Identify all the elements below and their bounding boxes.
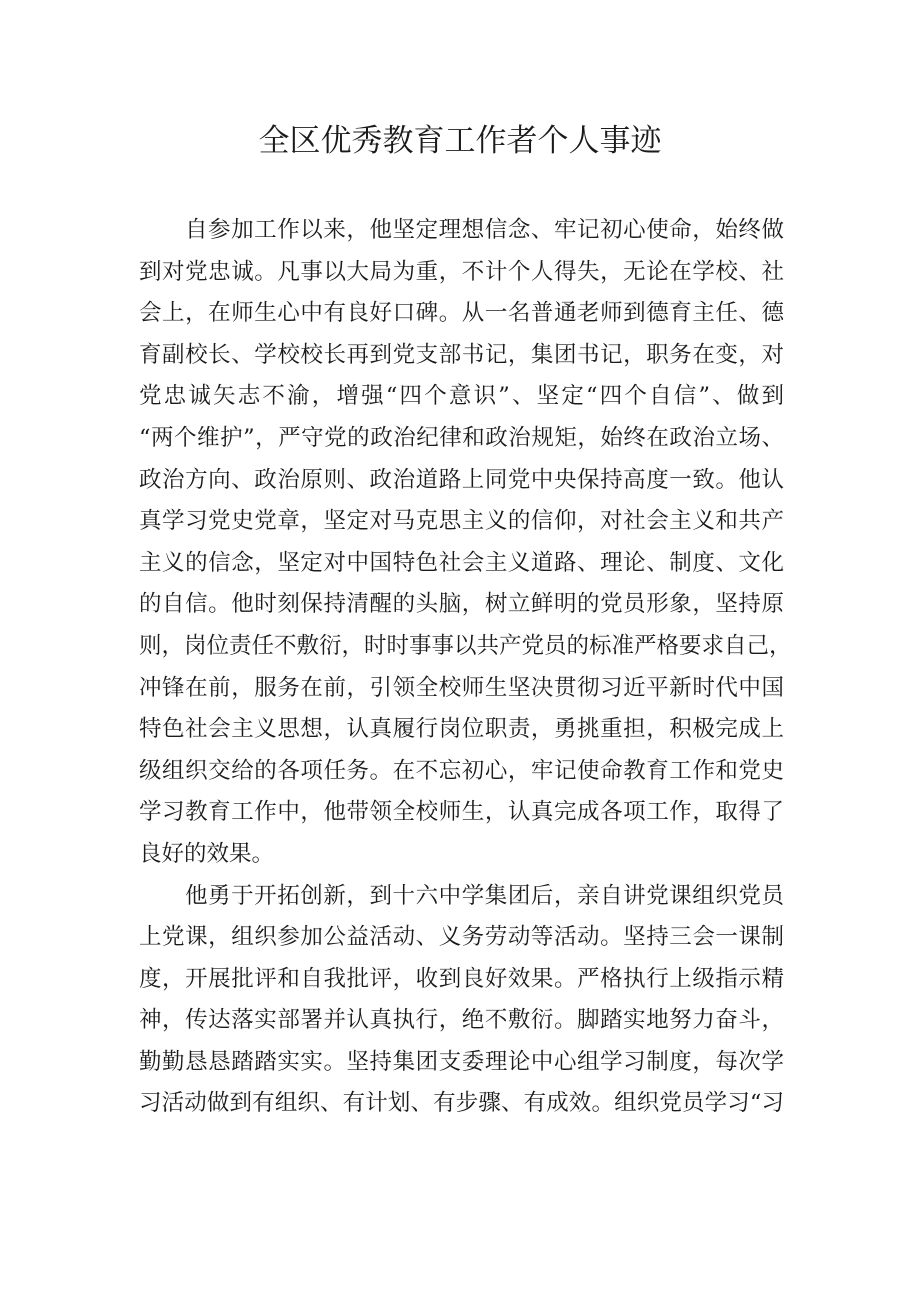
paragraph-line: 会上，在师生心中有良好口碑。从一名普通老师到德育主任、德 <box>139 300 784 327</box>
paragraph-line: 真学习党史党章，坚定对马克思主义的信仰，对社会主义和共产 <box>139 508 784 535</box>
paragraph-line: 冲锋在前，服务在前，引领全校师生坚决贯彻习近平新时代中国 <box>139 674 784 701</box>
paragraph-line: 良好的效果。 <box>139 840 275 867</box>
paragraph-line: 到对党忠诚。凡事以大局为重，不计个人得失，无论在学校、社 <box>139 258 784 285</box>
paragraph-line: “两个维护”，严守党的政治纪律和政治规矩，始终在政治立场、 <box>139 424 784 451</box>
paragraph-line: 主义的信念，坚定对中国特色社会主义道路、理论、制度、文化 <box>139 549 784 576</box>
paragraph-line: 自参加工作以来，他坚定理想信念、牢记初心使命，始终做 <box>185 217 784 243</box>
paragraph-line: 党忠诚矢志不渝，增强“四个意识”、坚定“四个自信”、做到 <box>139 383 784 410</box>
paragraph <box>139 876 784 1126</box>
paragraph-line: 勤勤恳恳踏踏实实。坚持集团支委理论中心组学习制度，每次学 <box>139 1048 784 1075</box>
paragraph-line: 上党课，组织参加公益活动、义务劳动等活动。坚持三会一课制 <box>139 924 784 951</box>
paragraph-line: 级组织交给的各项任务。在不忘初心，牢记使命教育工作和党史 <box>139 757 784 784</box>
paragraph-line: 他勇于开拓创新，到十六中学集团后，亲自讲党课组织党员 <box>185 882 784 909</box>
paragraph-line: 则，岗位责任不敷衍，时时事事以共产党员的标准严格要求自己， <box>139 632 792 659</box>
paragraph <box>139 210 792 876</box>
paragraph-line: 学习教育工作中，他带领全校师生，认真完成各项工作，取得了 <box>139 799 784 826</box>
paragraph-line: 特色社会主义思想，认真履行岗位职责，勇挑重担，积极完成上 <box>139 716 784 743</box>
document-body <box>139 210 792 1125</box>
document-title: 全区优秀教育工作者个人事迹 <box>258 123 662 159</box>
paragraph-line: 政治方向、政治原则、政治道路上同党中央保持高度一致。他认 <box>139 466 784 493</box>
paragraph-line: 神，传达落实部署并认真执行，绝不敷衍。脚踏实地努力奋斗， <box>139 1007 784 1034</box>
paragraph-line: 习活动做到有组织、有计划、有步骤、有成效。组织党员学习“习 <box>139 1090 784 1117</box>
paragraph-line: 的自信。他时刻保持清醒的头脑，树立鲜明的党员形象，坚持原 <box>139 591 784 618</box>
paragraph-line: 度，开展批评和自我批评，收到良好效果。严格执行上级指示精 <box>139 965 784 992</box>
paragraph-line: 育副校长、学校校长再到党支部书记，集团书记，职务在变，对 <box>139 341 784 368</box>
